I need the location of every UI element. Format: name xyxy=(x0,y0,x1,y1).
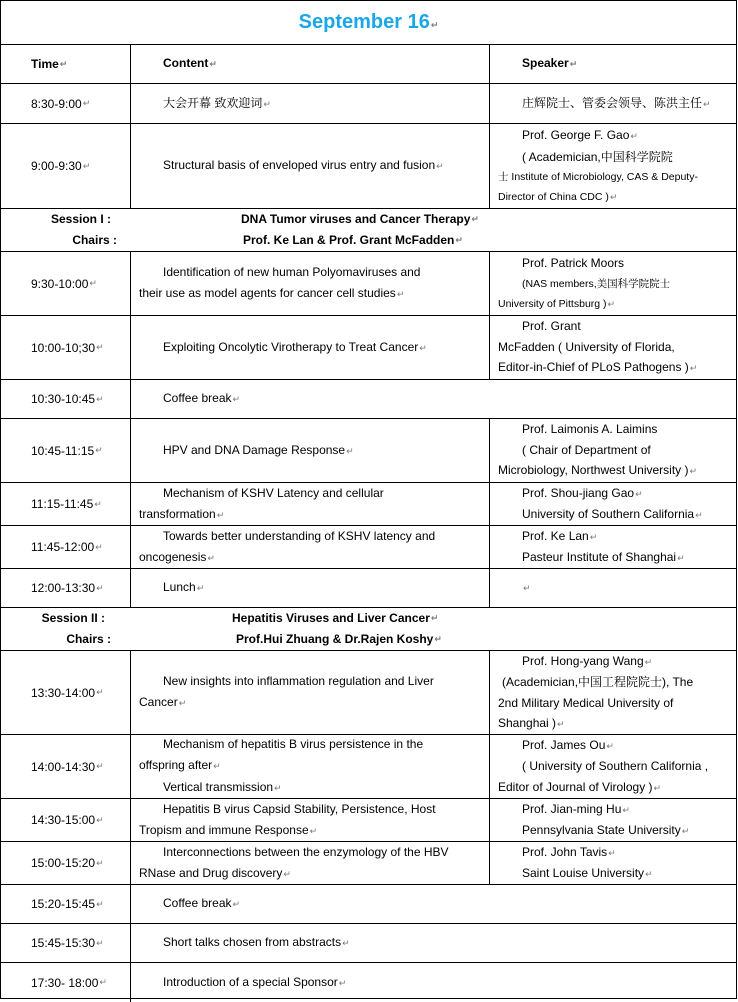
table-row: 17:30- 18:00 ↵ Introduction of a special Sponsor↵ xyxy=(1,963,736,1002)
header-content: Content↵ xyxy=(131,45,490,83)
session-header: Session I : DNA Tumor viruses and Cancer Therapy ↵ Chairs : Prof. Ke Lan & Prof. Grant McFadden ↵ xyxy=(1,209,736,252)
paragraph-mark-icon: ↵ xyxy=(430,20,439,30)
table-row: 8:30-9:00 ↵ 大会开幕 致欢迎词↵ 庄辉院士、管委会领导、陈洪主任↵ xyxy=(1,84,736,124)
table-row: 13:30-14:00 ↵ New insights into inflammation regulation and Liver Cancer↵ Prof. Hong-yang Wang↵ (Academician,中国工程院院士), The 2nd Military Medical University of Shanghai )↵ xyxy=(1,651,736,735)
table-row: 14:00-14:30 ↵ Mechanism of hepatitis B virus persistence in the offspring after↵ Vertical transmission↵ Prof. James Ou↵ ( University of Southern California , Editor of Journal of Virology )↵ xyxy=(1,735,736,799)
table-header xyxy=(1,45,736,84)
table-row: 15:45-15:30 ↵ Short talks chosen from abstracts↵ xyxy=(1,924,736,963)
table-row: 14:30-15:00 ↵ Hepatitis B virus Capsid Stability, Persistence, Host Tropism and immune Response↵ Prof. Jian-ming Hu↵ Pennsylvania State University↵ xyxy=(1,799,736,842)
table-row: 11:45-12:00 ↵ Towards better understanding of KSHV latency and oncogenesis↵ Prof. Ke Lan↵ Pasteur Institute of Shanghai↵ xyxy=(1,526,736,569)
header-speaker: Speaker↵ xyxy=(522,56,578,71)
table-row: 11:15-11:45 ↵ Mechanism of KSHV Latency and cellular transformation↵ Prof. Shou-jiang Gao↵ University of Southern California↵ xyxy=(1,483,736,526)
table-row: 12:00-13:30 ↵ Lunch↵ ↵ xyxy=(1,569,736,608)
table-row: 10:30-10:45 ↵ Coffee break↵ xyxy=(1,380,736,419)
table-row: 10:45-11:15 ↵ HPV and DNA Damage Response↵ Prof. Laimonis A. Laimins ( Chair of Department of Microbiology, Northwest University )↵ xyxy=(1,419,736,483)
table-row: 15:20-15:45 ↵ Coffee break↵ xyxy=(1,885,736,924)
session-header: Session II : Hepatitis Viruses and Liver Cancer ↵ Chairs : Prof.Hui Zhuang & Dr.Rajen Koshy ↵ xyxy=(1,608,736,651)
table-row: 15:00-15:20 ↵ Interconnections between the enzymology of the HBV RNase and Drug discovery↵ Prof. John Tavis↵ Saint Louise University↵ xyxy=(1,842,736,885)
table-row: 9:00-9:30 ↵ Structural basis of enveloped virus entry and fusion↵ Prof. George F. Gao↵ ( Academician,中国科学院院 士 Institute of Microbiology, CAS & Deputy- Director of China CDC )↵ xyxy=(1,124,736,209)
page-title: September 16↵ xyxy=(1,1,736,45)
table-row: 10:00-10;30 ↵ Exploiting Oncolytic Virotherapy to Treat Cancer↵ Prof. Grant McFadden ( University of Florida, Editor-in-Chief of PLoS Pathogens )↵ xyxy=(1,316,736,380)
table-row: 9:30-10:00 ↵ Identification of new human Polyomaviruses and their use as model agents for cancer cell studies↵ Prof. Patrick Moors (NAS members,美国科学院院士 University of Pittsburg )↵ xyxy=(1,252,736,316)
header-time: Time ↵ xyxy=(1,45,131,83)
